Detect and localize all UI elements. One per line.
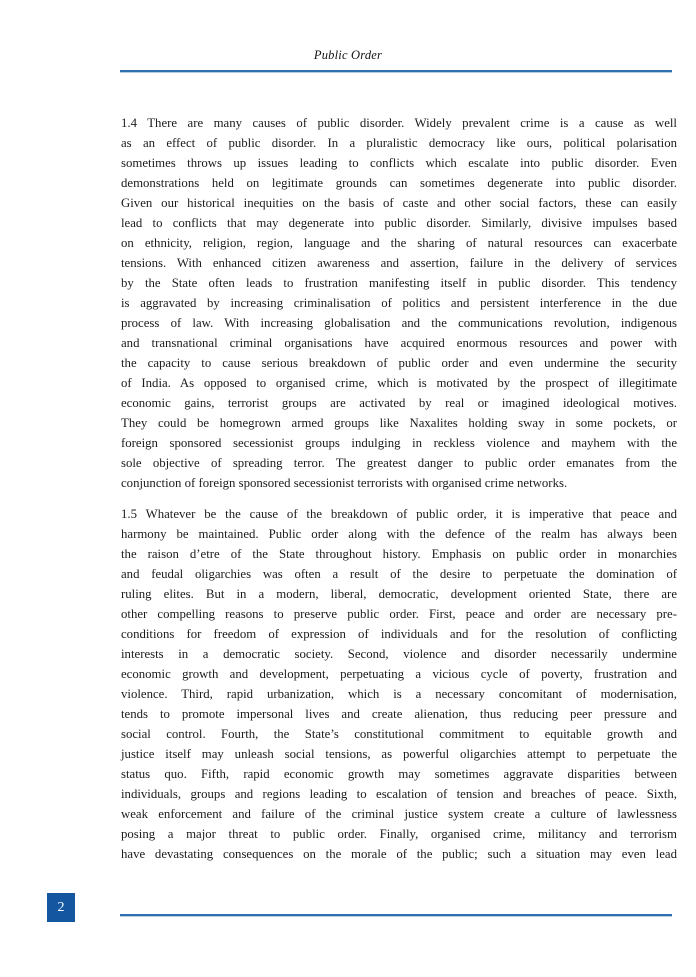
text-line: harmony be maintained. Public order along with the defence of the realm has always been bbox=[121, 527, 677, 541]
text-line: and feudal oligarchies was often a result of the desire to perpetuate the domination of bbox=[121, 567, 677, 581]
text-line: economic growth and development, perpetuating a vicious cycle of poverty, frustration and bbox=[121, 667, 677, 681]
text-line: the raison d’etre of the State throughout history. Emphasis on public order in monarchies bbox=[121, 547, 677, 561]
text-line: as an effect of public disorder. In a pluralistic democracy like ours, political polarisation bbox=[121, 136, 677, 150]
text-line: and transnational criminal organisations have acquired enormous resources and power with bbox=[121, 336, 677, 350]
text-line: Given our historical inequities on the basis of caste and other social factors, these can easily bbox=[121, 196, 677, 210]
text-line: tends to promote impersonal lives and create alienation, thus reducing peer pressure and bbox=[121, 707, 677, 721]
paragraph-1-4 bbox=[121, 113, 677, 493]
text-line: by the State often leads to frustration manifesting itself in public disorder. This tendency bbox=[121, 276, 677, 290]
text-line: of India. As opposed to organised crime, which is motivated by the prospect of illegitimate bbox=[121, 376, 677, 390]
text-line: 1.5 Whatever be the cause of the breakdown of public order, it is imperative that peace and bbox=[121, 507, 677, 521]
text-line: 1.4 There are many causes of public disorder. Widely prevalent crime is a cause as well bbox=[121, 116, 677, 130]
paragraph-1-5 bbox=[121, 504, 677, 864]
text-line: posing a major threat to public order. Finally, organised crime, militancy and terrorism bbox=[121, 827, 677, 841]
text-line: They could be homegrown armed groups like Naxalites holding sway in some pockets, or bbox=[121, 416, 677, 430]
text-line: is aggravated by increasing criminalisation of politics and persistent interference in the due bbox=[121, 296, 677, 310]
text-line: violence. Third, rapid urbanization, which is a necessary concomitant of modernisation, bbox=[121, 687, 677, 701]
header-rule bbox=[120, 70, 672, 72]
text-line: justice itself may unleash social tensions, as powerful oligarchies attempt to perpetuate the bbox=[121, 747, 677, 761]
text-line: tensions. With enhanced citizen awareness and assertion, failure in the delivery of services bbox=[121, 256, 677, 270]
text-line: status quo. Fifth, rapid economic growth may sometimes aggravate disparities between bbox=[121, 767, 677, 781]
footer-rule bbox=[120, 914, 672, 916]
text-line: ruling elites. But in a modern, liberal, democratic, development oriented State, there are bbox=[121, 587, 677, 601]
text-line: lead to conflicts that may degenerate into public disorder. Similarly, divisive impulses based bbox=[121, 216, 677, 230]
text-line: sole objective of spreading terror. The greatest danger to public order emanates from the bbox=[121, 456, 677, 470]
text-line: weak enforcement and failure of the criminal justice system create a culture of lawlessness bbox=[121, 807, 677, 821]
running-header-title: Public Order bbox=[313, 48, 383, 62]
text-line: individuals, groups and regions leading to escalation of tension and breaches of peace. Sixth, bbox=[121, 787, 677, 801]
text-line: conjunction of foreign sponsored secessionist terrorists with organised crime networks. bbox=[121, 476, 568, 490]
text-line: process of law. With increasing globalisation and the communications revolution, indigenous bbox=[121, 316, 677, 330]
text-line: interests in a democratic society. Second, violence and disorder necessarily undermine bbox=[121, 647, 677, 661]
page-number-badge bbox=[47, 893, 75, 922]
text-line: on ethnicity, religion, region, language and the sharing of natural resources can exacerbate bbox=[121, 236, 677, 250]
document-body bbox=[121, 113, 677, 875]
text-line: other compelling reasons to preserve public order. First, peace and order are necessary pre- bbox=[121, 607, 677, 621]
page-number: 2 bbox=[57, 899, 65, 915]
text-line: sometimes throws up issues leading to conflicts which escalate into public disorder. Even bbox=[121, 156, 677, 170]
text-line: demonstrations held on legitimate grounds can sometimes degenerate into public disorder. bbox=[121, 176, 677, 190]
text-line: conditions for freedom of expression of individuals and for the resolution of conflicting bbox=[121, 627, 677, 641]
text-line: social control. Fourth, the State’s constitutional commitment to equitable growth and bbox=[121, 727, 677, 741]
text-line: have devastating consequences on the morale of the public; such a situation may even lead bbox=[121, 847, 677, 861]
text-line: economic gains, terrorist groups are activated by real or imagined ideological motives. bbox=[121, 396, 677, 410]
text-line: the capacity to cause serious breakdown of public order and even undermine the security bbox=[121, 356, 677, 370]
text-line: foreign sponsored secessionist groups indulging in reckless violence and mayhem with the bbox=[121, 436, 677, 450]
